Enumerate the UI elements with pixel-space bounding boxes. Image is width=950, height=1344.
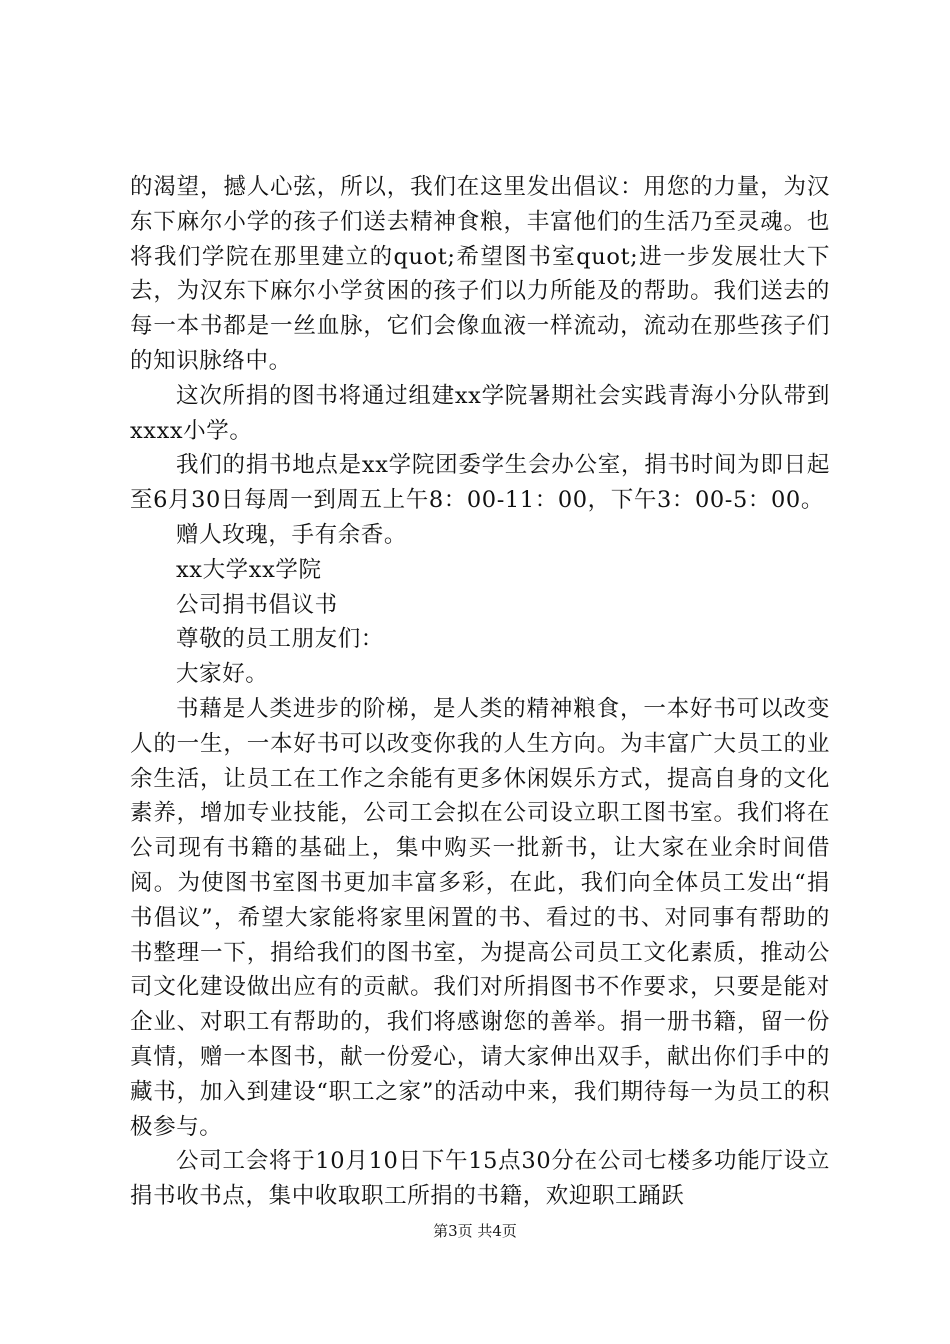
page-footer — [0, 1221, 950, 1241]
closing-line: 赠人玫瑰，手有余香。 — [176, 521, 408, 548]
paragraph: 的渴望，撼人心弦，所以，我们在这里发出倡议：用您的力量，为汉东下麻尔小学的孩子们送去精神食粮，丰富他们的生活乃至灵魂。也将我们学院在那里建立的quot;希望图书室quot;进一步发展壮大下去，为汉东下麻尔小学贫困的孩子们以力所能及的帮助。我们送去的每一本书都是一丝血脉，它们会像血液一样流动，流动在那些孩子们的知识脉络中。 — [130, 174, 830, 374]
signature-line: xx大学xx学院 — [176, 556, 322, 583]
document-body — [130, 170, 830, 1214]
paragraph: 书藉是人类进步的阶梯，是人类的精神粮食，一本好书可以改变人的一生，一本好书可以改变你我的人生方向。为丰富广大员工的业余生活，让员工在工作之余能有更多休闲娱乐方式，提高自身的文化素养，增加专业技能，公司工会拟在公司设立职工图书室。我们将在公司现有书籍的基础上，集中购买一批新书，让大家在业余时间借阅。为使图书室图书更加丰富多彩，在此，我们向全体员工发出“捐书倡议”，希望大家能将家里闲置的书、看过的书、对同事有帮助的书整理一下，捐给我们的图书室，为提高公司员工文化素质，推动公司文化建设做出应有的贡献。我们对所捐图书不作要求，只要是能对企业、对职工有帮助的，我们将感谢您的善举。捐一册书籍，留一份真情，赠一本图书，献一份爱心，请大家伸出双手，献出你们手中的藏书，加入到建设“职工之家”的活动中来，我们期待每一为员工的积极参与。 — [130, 695, 830, 1140]
section-title: 公司捐书倡议书 — [176, 591, 338, 618]
salutation: 尊敬的员工朋友们： — [176, 626, 384, 653]
paragraph: 这次所捐的图书将通过组建xx学院暑期社会实践青海小分队带到xxxx小学。 — [130, 382, 830, 444]
paragraph: 公司工会将于10月10日下午15点30分在公司七楼多功能厅设立捐书收书点，集中收取职工所捐的书籍，欢迎职工踊跃 — [130, 1148, 830, 1210]
page-number: 第3页 共4页 — [433, 1222, 517, 1240]
greeting: 大家好。 — [176, 661, 269, 688]
paragraph: 我们的捐书地点是xx学院团委学生会办公室，捐书时间为即日起至6月30日每周一到周五上午8：00-11：00，下午3：00-5：00。 — [130, 452, 830, 514]
